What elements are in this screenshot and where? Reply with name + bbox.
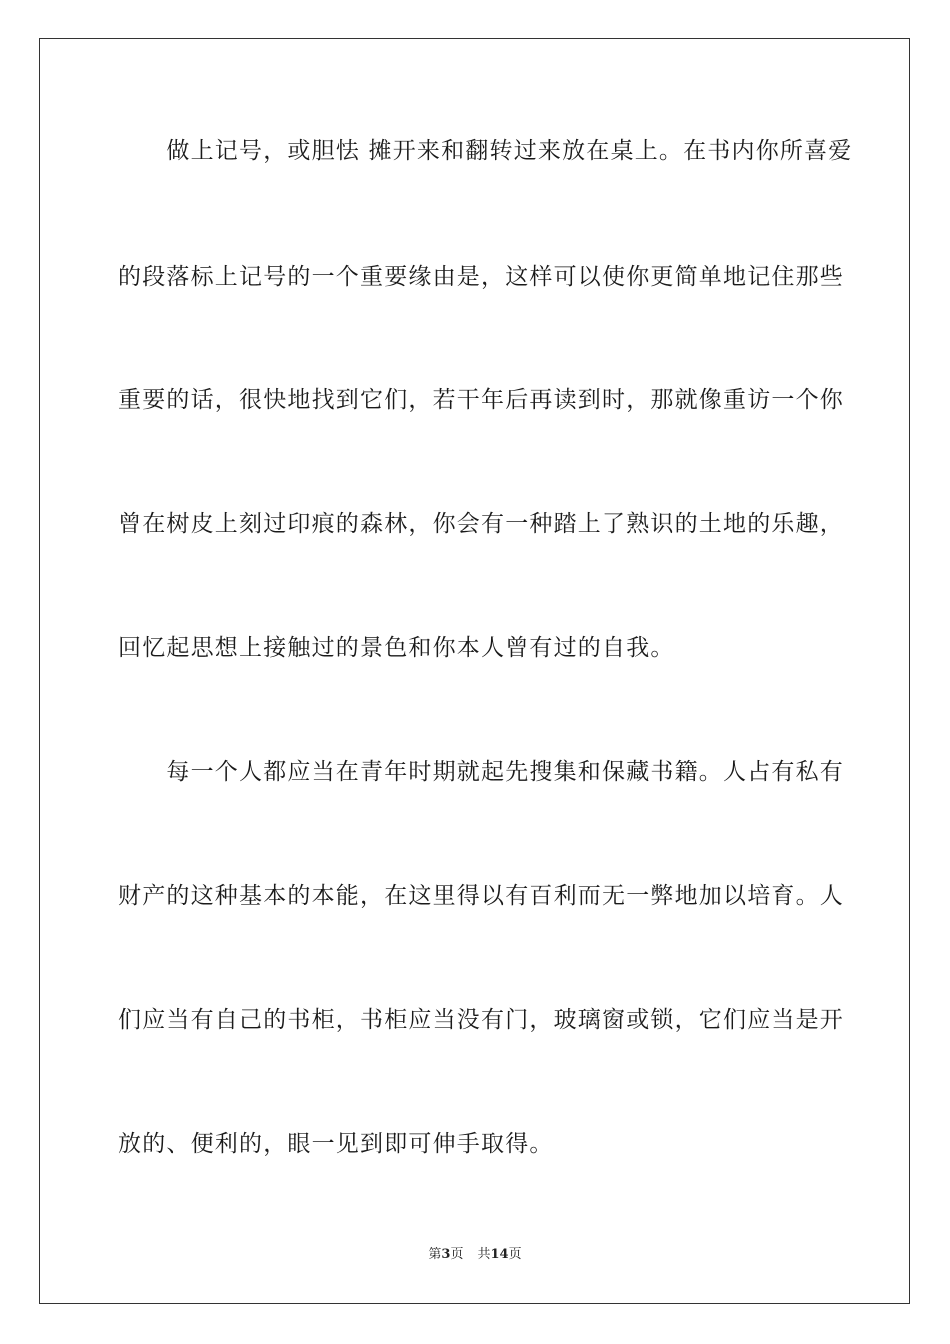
text-line: 曾在树皮上刻过印痕的森林，你会有一种踏上了熟识的土地的乐趣， — [118, 511, 844, 537]
text-line: 财产的这种基本的本能，在这里得以有百利而无一弊地加以培育。人 — [118, 883, 844, 909]
total-suffix: 页 — [508, 1247, 522, 1262]
page-frame — [39, 38, 910, 1304]
text-line: 回忆起思想上接触过的景色和你本人曾有过的自我。 — [118, 635, 675, 661]
page-footer — [0, 1246, 950, 1264]
total-pages-number: 14 — [490, 1247, 509, 1262]
text-line: 每一个人都应当在青年时期就起先搜集和保藏书籍。人占有私有 — [118, 759, 844, 785]
text-line: 们应当有自己的书柜，书柜应当没有门，玻璃窗或锁，它们应当是开 — [118, 1007, 844, 1033]
text-line: 重要的话，很快地找到它们，若干年后再读到时，那就像重访一个你 — [118, 387, 844, 413]
page-prefix: 第 — [428, 1247, 442, 1262]
total-prefix: 共 — [477, 1247, 491, 1262]
text-line: 放的、便利的，眼一见到即可伸手取得。 — [118, 1131, 554, 1157]
current-page-number: 3 — [441, 1247, 451, 1262]
text-line: 做上记号，或胆怯 摊开来和翻转过来放在桌上。在书内你所喜爱 — [118, 138, 853, 164]
page-suffix: 页 — [450, 1247, 464, 1262]
text-line: 的段落标上记号的一个重要缘由是，这样可以使你更简单地记住那些 — [118, 264, 844, 290]
